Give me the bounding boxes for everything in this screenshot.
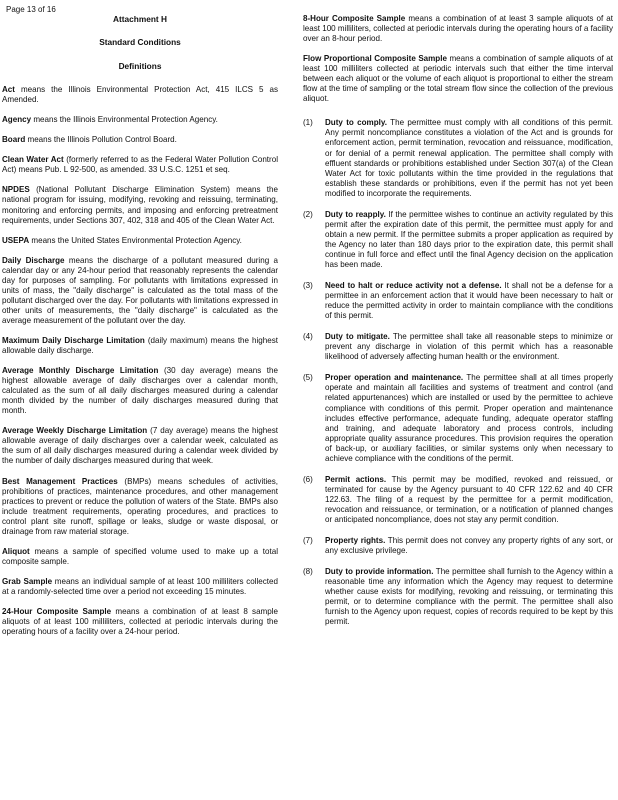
definition-term: Maximum Daily Discharge Limitation [2,335,145,345]
definition-term: Aliquot [2,546,30,556]
definition-term: Board [2,135,26,145]
definition-term: Best Management Practices [2,476,118,486]
condition-text: The permittee shall furnish to the Agency within a reasonable time any information which the Agency may request to determine whether cause exists for modifying, revoking and reissuing, or terminating this permit, or to determine compliance with the permit. The permittee shall also furnish to the Agency upon request, copies of records required to be kept by this permit. [325,567,613,627]
definition-term: 24-Hour Composite Sample [2,606,112,616]
definition-term: USEPA [2,235,30,245]
condition-property-rights [303,536,613,556]
definition-average-weekly [2,426,278,466]
definition-term: Daily Discharge [2,255,65,265]
definition-agency [2,115,278,125]
definition-text: (BMPs) means schedules of activities, prohibitions of practices, maintenance procedures, and other management practices to prevent or reduce the pollution of waters of the State. BMPs also include treatment requirements, operating procedures, and practices to control plant site runoff, spillage or leaks, sludge or waste disposal, or drainage from raw material storage. [2,476,279,536]
definition-text: means a combination of at least 8 sample aliquots of at least 100 milliliters, collected at periodic intervals during the operating hours of a facility over a 24-hour period. [2,606,278,637]
definition-text: (30 day average) means the highest allowable average of daily discharges over a calendar month, calculated as the sum of all daily discharges measured during a calendar month divided by the number of daily discharges measured during that month. [2,366,278,416]
condition-text: It shall not be a defense for a permittee in an enforcement action that it would have been necessary to halt or reduce the permitted activity in order to maintain compliance with the conditions of this permit. [325,281,613,321]
definition-text: means the United States Environmental Protection Agency. [31,235,242,245]
definition-text: means the Illinois Pollution Control Board. [27,135,177,145]
definition-act [2,85,278,105]
condition-duty-to-comply [303,118,613,198]
definition-24-hour-composite [2,607,278,637]
definition-text: means the Illinois Environmental Protection Act, 415 ILCS 5 as Amended. [2,85,278,105]
condition-text: This permit does not convey any property rights of any sort, or any exclusive privilege. [325,536,613,556]
definition-grab-sample [2,577,278,597]
definition-daily-discharge [2,256,278,326]
condition-number: (8) [303,567,313,577]
definition-aliquot [2,547,278,567]
definition-term: Agency [2,115,32,125]
condition-title: Duty to provide information. [325,567,434,577]
definitions-title: Definitions [118,61,162,72]
condition-need-to-halt [303,281,613,321]
condition-title: Proper operation and maintenance. [325,373,464,383]
definition-text: (formerly referred to as the Federal Water Pollution Control Act) means Pub. L 92-500, as amended. 33 U.S.C. 1251 et seq. [2,155,278,175]
definition-usepa [2,236,278,246]
condition-text: The permittee must comply with all conditions of this permit. Any permit noncompliance constitutes a violation of the Act and is grounds for enforcement action, permit termination, revocation and reissuance, modification, or for denial of a permit renewal application. The permittee shall comply with effluent standards or prohibitions established under Section 307(a) of the Clean Water Act for toxic pollutants within the time provided in the regulations that establish these standards or prohibitions, even if the permit has not yet been modified to incorporate the requirements. [325,118,613,198]
condition-permit-actions [303,475,613,525]
condition-body [325,281,613,321]
condition-number: (3) [303,281,313,291]
condition-title: Permit actions. [325,474,387,484]
definition-flow-proportional [303,54,613,104]
condition-number: (6) [303,474,313,484]
left-column [2,14,278,647]
condition-text: The permittee shall take all reasonable steps to minimize or prevent any discharge in violation of this permit which has a reasonable likelihood of adversely affecting human health or the environment. [325,332,613,362]
condition-body [325,567,613,627]
definition-term: NPDES [2,185,30,195]
condition-text: The permittee shall at all times properly operate and maintain all facilities and systems of treatment and control (and related appurtenances) which are installed or used by the permittee to achieve compliance with conditions of this permit. Proper operation and maintenance includes effective performance, adequate funding, adequate operator staffing and training, and adequate laboratory and process controls, including appropriate quality assurance procedures. This provision requires the operation of back-up, or auxiliary facilities, or similar systems only when necessary to achieve compliance with the conditions of the permit. [325,373,613,463]
definition-term: Average Monthly Discharge Limitation [2,366,159,376]
condition-title: Need to halt or reduce activity not a defense. [325,281,502,291]
definition-maximum-daily [2,336,278,356]
definition-term: Grab Sample [2,576,53,586]
definition-board [2,135,278,145]
definition-text: means a combination of at least 3 sample aliquots of at least 100 milliliters, collected at periodic intervals during the operating hours of a facility over an 8-hour period. [303,14,613,44]
condition-body [325,536,613,556]
condition-body [325,332,613,362]
definition-average-monthly [2,366,278,416]
definition-text: (daily maximum) means the highest allowable daily discharge. [2,335,278,356]
condition-duty-to-mitigate [303,332,613,362]
condition-number: (4) [303,332,313,342]
definition-bmps [2,477,278,537]
definition-8-hour-composite [303,14,613,44]
condition-title: Duty to comply. [325,118,387,128]
condition-number: (7) [303,536,313,546]
definition-term: Flow Proportional Composite Sample [303,54,447,64]
right-column [303,14,613,638]
definition-npdes [2,185,278,225]
definition-text: means the discharge of a pollutant measured during a calendar day or any 24-hour period that reasonably represents the calendar day for purposes of sampling. For pollutants with limitations expressed in units of mass, the "daily discharge" is calculated as the total mass of the pollutant discharged over the day. For pollutants with limitations expressed in other units of measurements, the "daily discharge" is calculated as the average measurement of the pollutant over the day. [2,255,278,325]
condition-body [325,475,613,525]
condition-number: (1) [303,118,313,128]
standard-conditions-title: Standard Conditions [99,37,181,48]
definition-text: (7 day average) means the highest allowable average of daily discharges over a calendar week, calculated as the sum of all daily discharges measured during a calendar week divided by the number of daily discharges measured during that week. [2,426,278,466]
condition-number: (5) [303,373,313,383]
condition-duty-to-reapply [303,210,613,270]
condition-text: This permit may be modified, revoked and reissued, or terminated for cause by the Agency pursuant to 40 CFR 122.62 and 40 CFR 122.63. The filing of a request by the permittee for a permit modification, revocation and reissuance, or termination, or a notification of planned changes or anticipated noncompliance, does not stay any permit condition. [325,474,613,524]
definition-text: means an individual sample of at least 100 milliliters collected at a randomly-selected time over a period not exceeding 15 minutes. [2,576,278,596]
definition-term: 8-Hour Composite Sample [303,14,406,23]
definition-text: (National Pollutant Discharge Elimination System) means the national program for issuing, modifying, revoking and reissuing, terminating, monitoring and enforcing permits, and imposing and enforcing pretreatment requirements, under Sections 307, 402, 318 and 405 of the Clean Water Act. [2,185,278,225]
definition-term: Average Weekly Discharge Limitation [2,426,148,436]
condition-number: (2) [303,209,313,219]
definition-text: means a sample of specified volume used to make up a total composite sample. [2,546,278,566]
condition-text: If the permittee wishes to continue an activity regulated by this permit after the expiration date of this permit, the permittee must apply for and obtain a new permit. If the permittee submits a proper application as required by the Agency no later than 180 days prior to the expiration date, this permit shall continue in full force and effect until the final Agency decision on the application has been made. [325,209,613,269]
condition-body [325,373,613,463]
condition-title: Duty to reapply. [325,209,386,219]
attachment-title: Attachment H [113,14,167,24]
condition-body [325,118,613,198]
condition-proper-operation [303,373,613,463]
definition-clean-water-act [2,155,278,175]
condition-duty-to-provide-information [303,567,613,627]
definition-term: Act [2,85,15,95]
definition-text: means a combination of sample aliquots of at least 100 milliliters collected at periodic intervals such that either the time interval between each aliquot or the volume of each aliquot is proportional to either the stream flow at the time of sampling or the total stream flow since the collection of the previous aliquot. [303,54,613,104]
page-marker: Page 13 of 16 [6,5,56,14]
condition-title: Property rights. [325,536,386,546]
condition-title: Duty to mitigate. [325,332,390,342]
definition-term: Clean Water Act [2,155,64,165]
condition-body [325,210,613,270]
definition-text: means the Illinois Environmental Protection Agency. [33,115,218,125]
